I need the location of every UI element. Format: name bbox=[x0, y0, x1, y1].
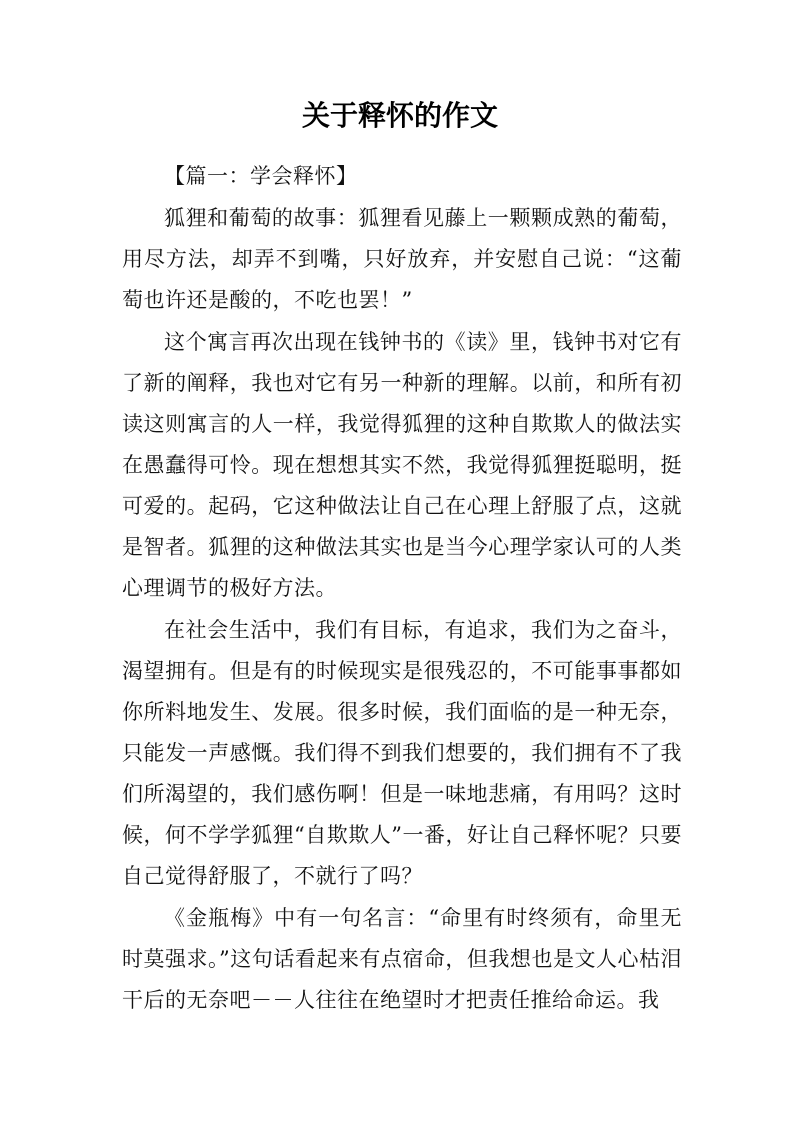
paragraph: 在社会生活中，我们有目标，有追求，我们为之奋斗，渴望拥有。但是有的时候现实是很残忍的，不可能事事都如你所料地发生、发展。很多时候，我们面临的是一种无奈，只能发一声感慨。我们得不到我们想要的，我们拥有不了我们所渴望的，我们感伤啊！但是一味地悲痛，有用吗？这时候，何不学学狐狸“自欺欺人”一番，好让自己释怀呢？只要自己觉得舒服了，不就行了吗？ bbox=[122, 618, 682, 888]
document-title: 关于释怀的作文 bbox=[301, 99, 498, 132]
document-body bbox=[122, 156, 682, 1022]
paragraph: 这个寓言再次出现在钱钟书的《读》里，钱钟书对它有了新的阐释，我也对它有另一种新的理解。以前，和所有初读这则寓言的人一样，我觉得狐狸的这种自欺欺人的做法实在愚蠢得可怜。现在想想其实不然，我觉得狐狸挺聪明，挺可爱的。起码，它这种做法让自己在心理上舒服了点，这就是智者。狐狸的这种做法其实也是当今心理学家认可的人类心理调节的极好方法。 bbox=[122, 330, 682, 600]
section-heading: 【篇一：学会释怀】 bbox=[164, 164, 358, 188]
paragraph: 狐狸和葡萄的故事：狐狸看见藤上一颗颗成熟的葡萄，用尽方法，却弄不到嘴，只好放弃，并安慰自己说：“这葡萄也许还是酸的，不吃也罢！” bbox=[122, 206, 682, 312]
paragraph: 《金瓶梅》中有一句名言：“命里有时终须有，命里无时莫强求。”这句话看起来有点宿命，但我想也是文人心枯泪干后的无奈吧－－人往往在绝望时才把责任推给命运。我 bbox=[122, 906, 682, 1012]
